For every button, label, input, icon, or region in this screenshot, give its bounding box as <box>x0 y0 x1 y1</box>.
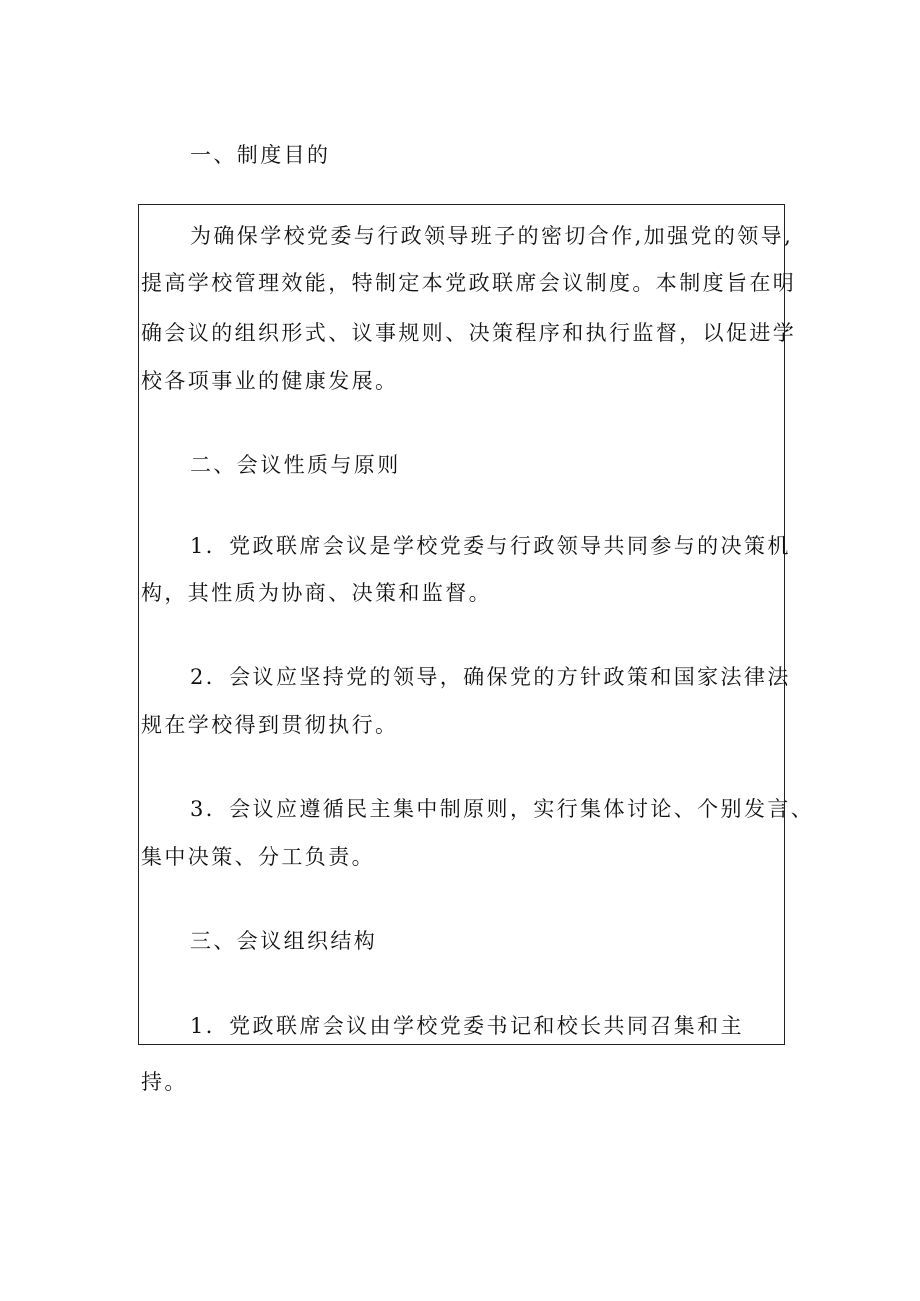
paragraph-line: 提高学校管理效能，特制定本党政联席会议制度。本制度旨在明 <box>141 271 797 295</box>
paragraph-line: 校各项事业的健康发展。 <box>141 369 399 393</box>
list-item-line: 持。 <box>141 1070 188 1094</box>
list-item-line: 1．党政联席会议由学校党委书记和校长共同召集和主 <box>190 1014 744 1038</box>
list-item-line: 2．会议应坚持党的领导，确保党的方针政策和国家法律法 <box>190 665 791 689</box>
list-item-line: 3．会议应遵循民主集中制原则，实行集体讨论、个别发言、 <box>190 797 815 821</box>
section-heading-organization: 三、会议组织结构 <box>190 929 378 953</box>
section-heading-nature-principles: 二、会议性质与原则 <box>190 453 401 477</box>
list-item-line: 构，其性质为协商、决策和监督。 <box>141 581 492 605</box>
list-item-line: 规在学校得到贯彻执行。 <box>141 713 399 737</box>
list-item-line: 1．党政联席会议是学校党委与行政领导共同参与的决策机 <box>190 534 791 558</box>
section-heading-purpose: 一、制度目的 <box>190 143 331 167</box>
list-item-line: 集中决策、分工负责。 <box>141 845 375 869</box>
paragraph-line: 为确保学校党委与行政领导班子的密切合作,加强党的领导, <box>190 224 794 248</box>
paragraph-line: 确会议的组织形式、议事规则、决策程序和执行监督，以促进学 <box>141 321 797 345</box>
